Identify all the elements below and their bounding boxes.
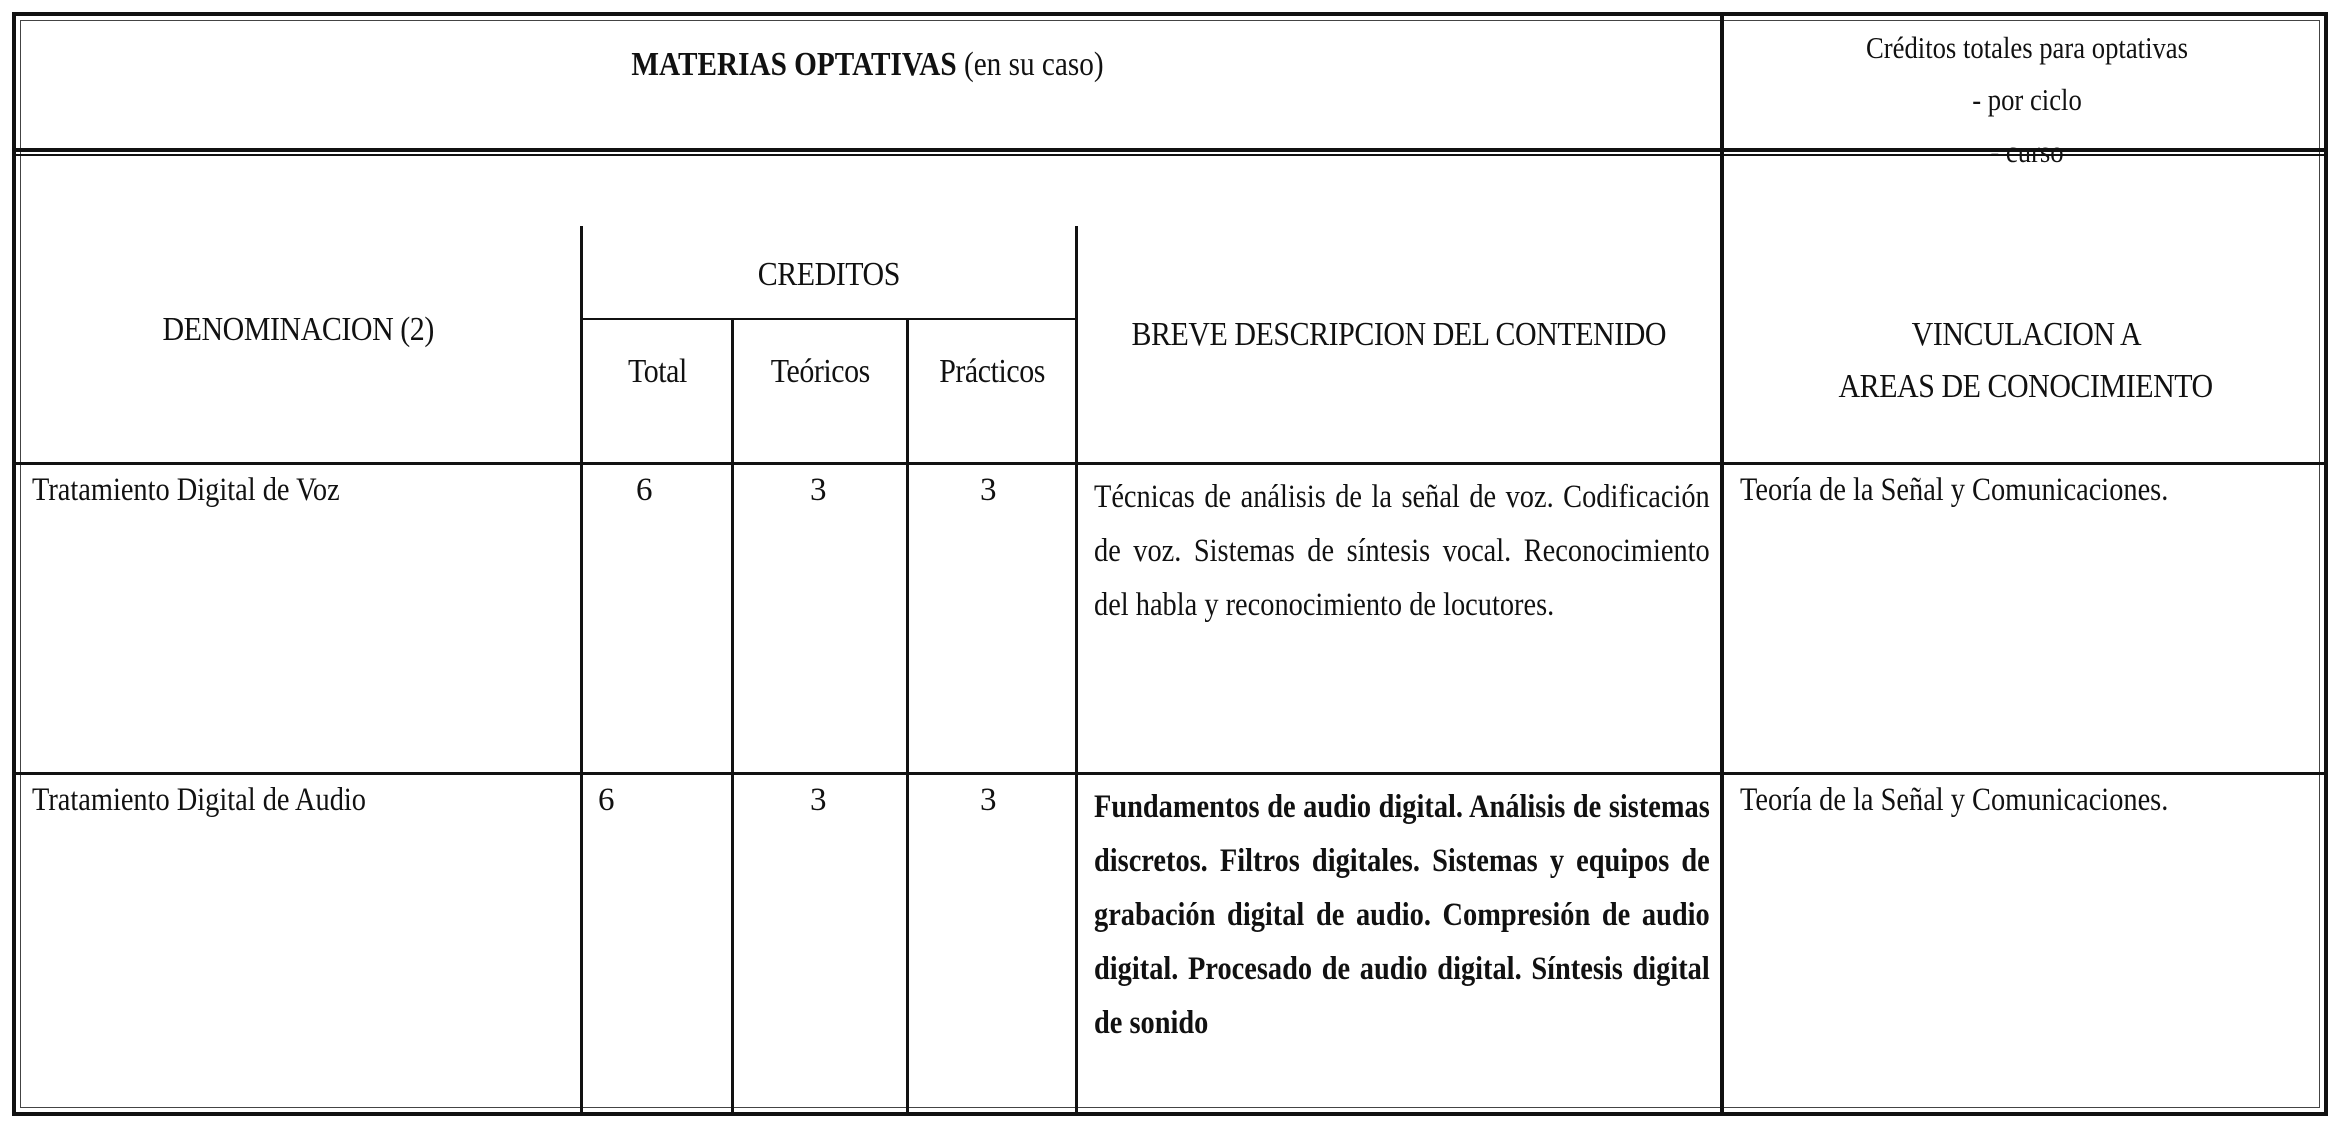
table-row-1-practicos: 3 [980,472,997,508]
table-row-2-descripcion-text: Fundamentos de audio digital. Análisis de sistemas discretos. Filtros digitales. Sistemas y equipos de grabación digital de audio. Compresión de audio digital. Procesado de audio digital. Síntesis digital de sonido [1094,789,1710,1041]
col-divider-total [731,320,734,1116]
header-practicos [909,334,1075,410]
header-teoricos [734,334,906,410]
table-row-2-total: 6 [598,782,615,818]
header-denominacion [16,290,580,370]
header-descripcion-label: BREVE DESCRIPCION DEL CONTENIDO [1131,316,1667,353]
header-vinculacion-line2: AREAS DE CONOCIMIENTO [1838,368,2214,405]
table-row-1-descripcion-text: Técnicas de análisis de la señal de voz. Codificación de voz. Sistemas de síntesis vocal. Reconocimiento del habla y reconocimiento de locutores. [1094,479,1710,623]
page-title [632,46,1104,84]
header-creditos-label: CREDITOS [757,256,901,293]
credits-total-block [1726,22,2328,178]
table-row-2-teoricos: 3 [810,782,827,818]
title-suffix: (en su caso) [957,46,1105,83]
credits-por-ciclo: - por ciclo [1972,82,2082,117]
title-cell [16,20,1720,110]
table-row-2-practicos: 3 [980,782,997,818]
col-divider-teoricos [906,320,909,1116]
header-practicos-label: Prácticos [939,353,1045,390]
header-denominacion-label: DENOMINACION (2) [162,311,434,348]
header-vinculacion [1724,306,2328,416]
header-total [583,334,731,410]
credits-total-label: Créditos totales para optativas [1865,30,2189,65]
table-row-1-vinculacion: Teoría de la Señal y Comunicaciones. [1740,472,2169,508]
table-row-2-descripcion [1094,780,1710,1050]
table-row-2-vinculacion: Teoría de la Señal y Comunicaciones. [1740,782,2169,818]
header-vinculacion-line1: VINCULACION A [1911,316,2141,353]
header-teoricos-label: Teóricos [770,353,870,390]
table-row-1-total: 6 [636,472,653,508]
header-total-label: Total [627,353,687,390]
table-row-2-denominacion: Tratamiento Digital de Audio [32,782,366,818]
title-main: MATERIAS OPTATIVAS [631,46,958,83]
creditos-subheader-line [582,318,1076,320]
table-row-1-denominacion: Tratamiento Digital de Voz [32,472,340,508]
table-row-1-teoricos: 3 [810,472,827,508]
credits-curso: - curso [1990,134,2064,169]
column-header-bottom-line [12,462,2328,465]
row-divider-1 [12,772,2328,775]
col-divider-descripcion [1720,12,1724,1116]
header-creditos [583,240,1075,310]
header-descripcion [1078,290,1720,380]
table-row-1-descripcion [1094,470,1710,632]
